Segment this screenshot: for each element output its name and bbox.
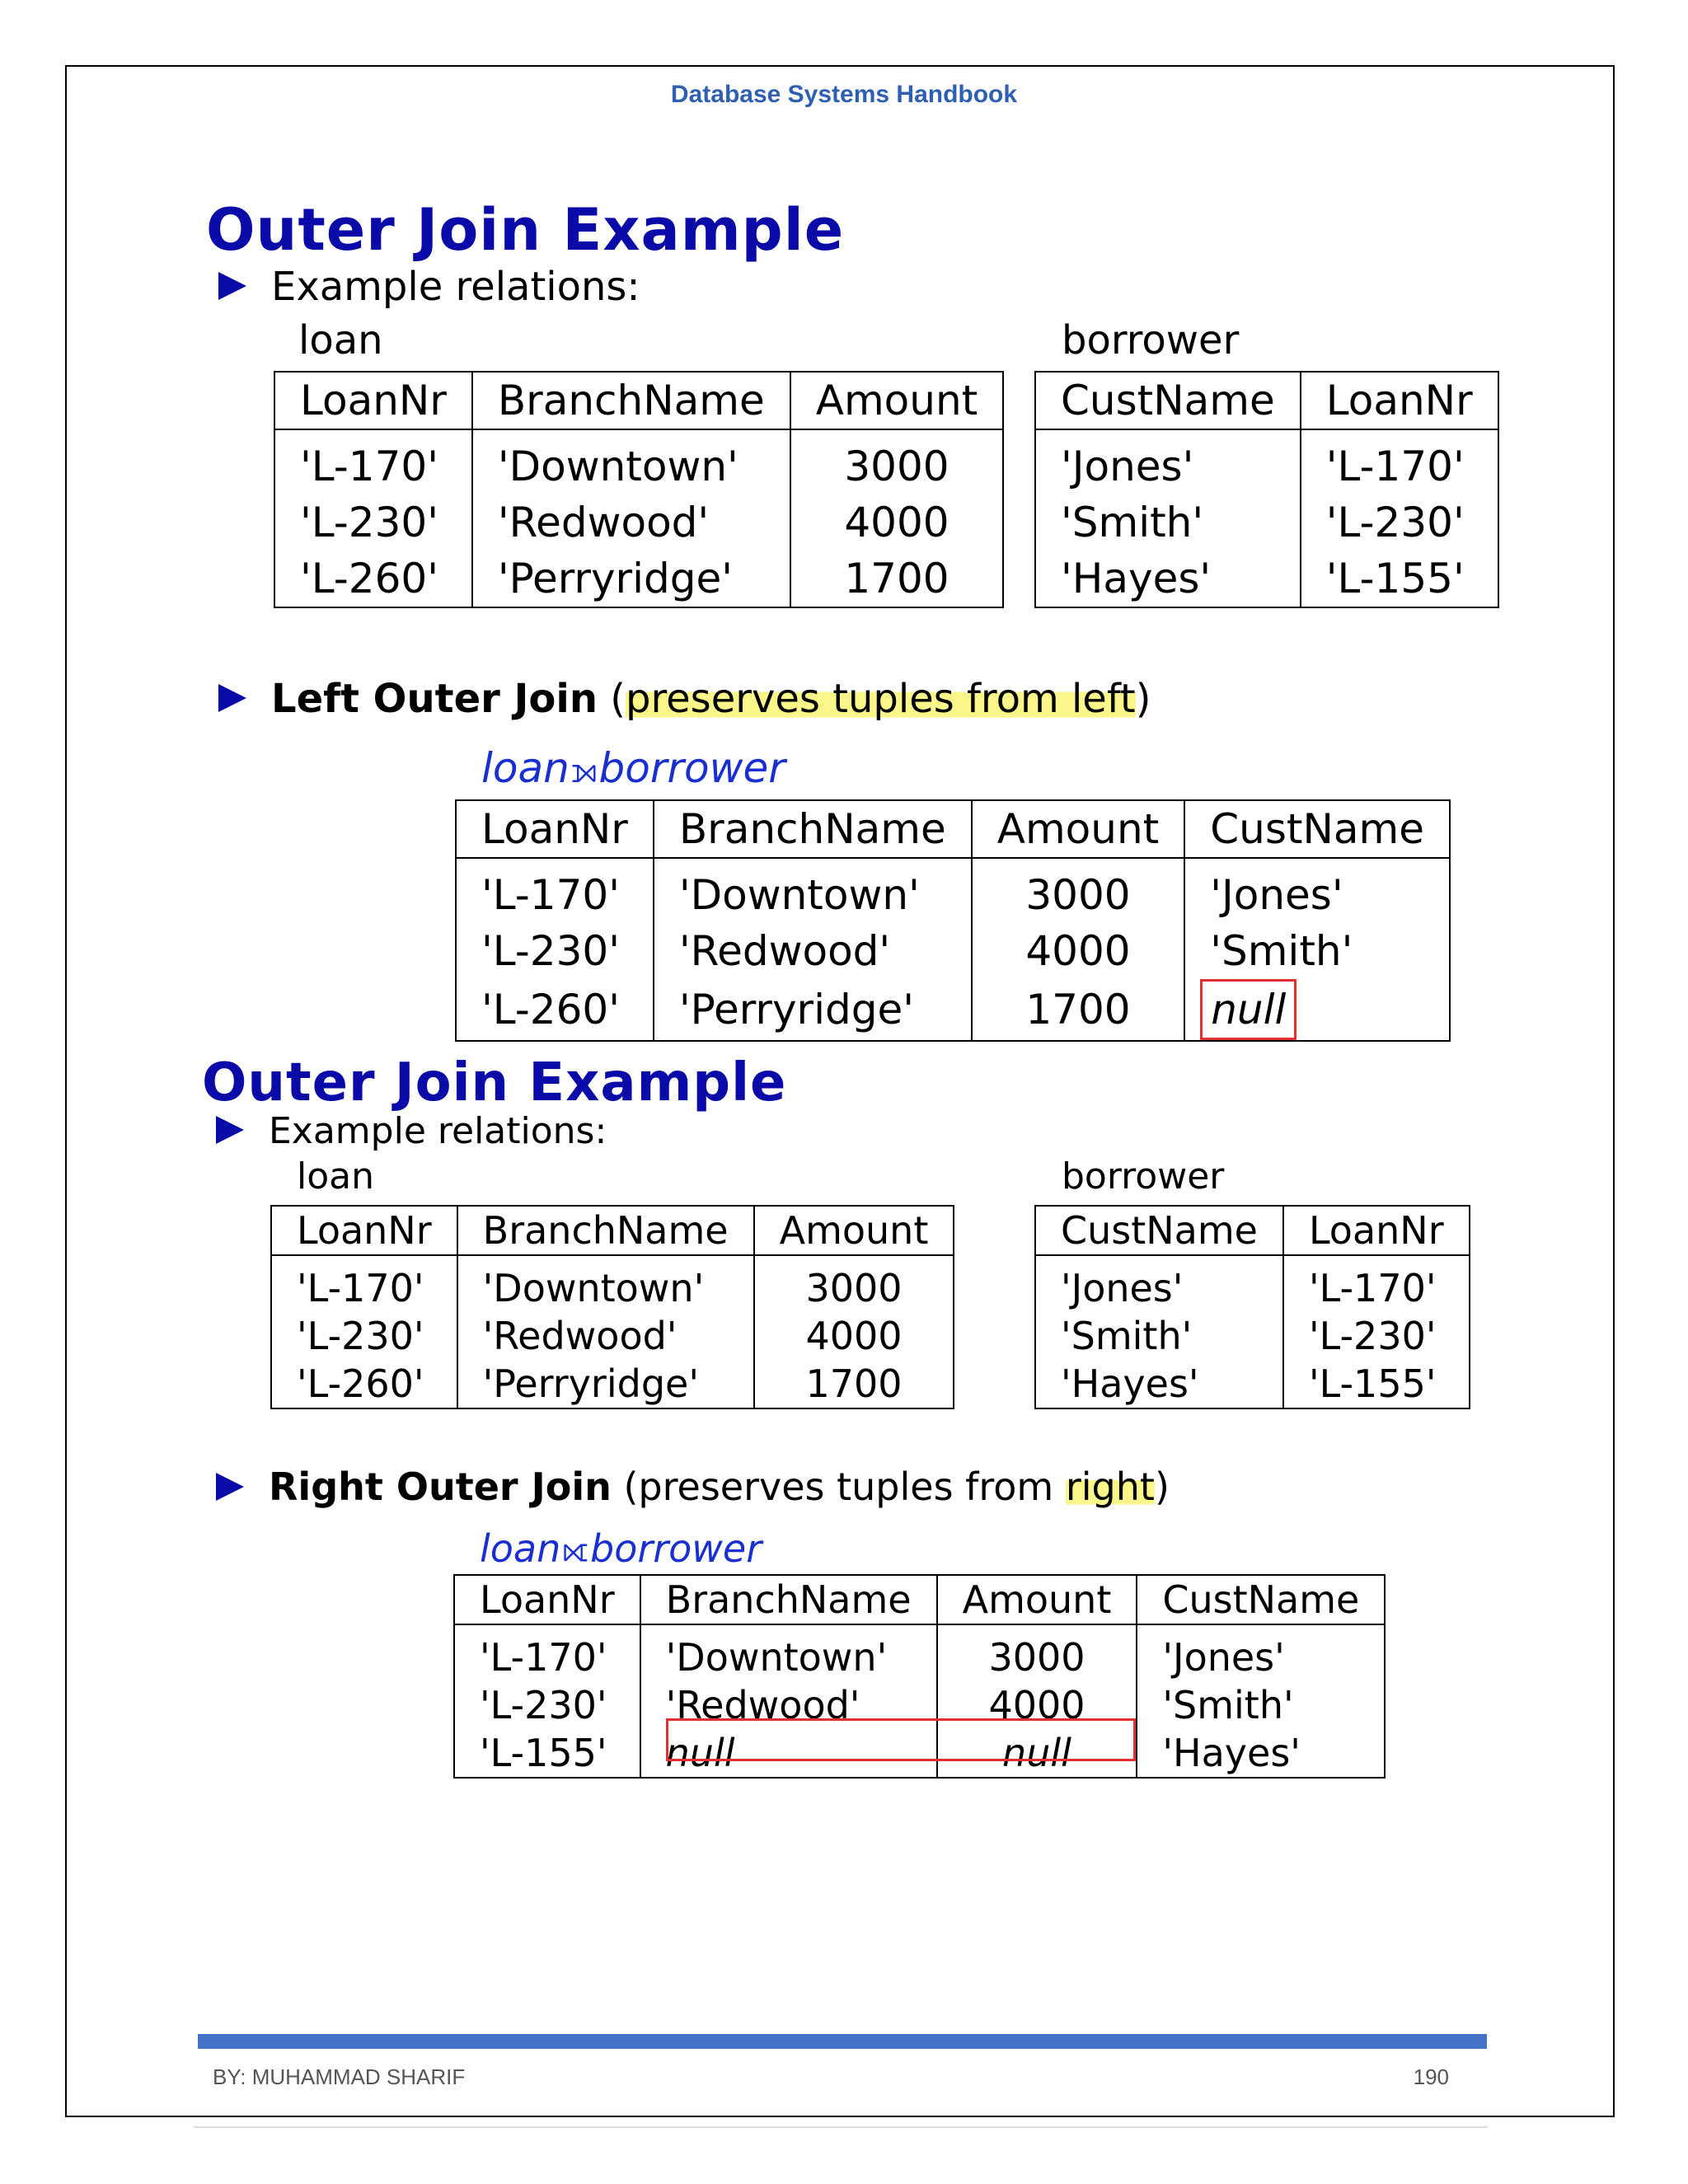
bullet-triangle-icon <box>216 1473 244 1501</box>
col-header: CustName <box>1184 800 1450 858</box>
table-row: 'L-170' 'Downtown' 3000 'Jones' <box>456 867 1450 923</box>
table-row: 'Smith' 'L-230' <box>1035 494 1498 551</box>
col-header: BranchName <box>472 372 790 429</box>
col-header: BranchName <box>654 800 972 858</box>
table-row: 'L-260' 'Perryridge' 1700 null <box>456 979 1450 1041</box>
borrower-table <box>1034 1205 1470 1409</box>
borrower-label: borrower <box>1062 1155 1225 1197</box>
table-row: 'L-260' 'Perryridge' 1700 <box>271 1360 954 1408</box>
table-row: 'L-230' 'Redwood' 4000 <box>274 494 1003 551</box>
page-number: 190 <box>1413 2064 1449 2089</box>
col-header: LoanNr <box>274 372 472 429</box>
table-row: 'Hayes' 'L-155' <box>1035 551 1498 607</box>
table-row: 'L-230' 'Redwood' 4000 'Smith' <box>456 923 1450 979</box>
footer-bar <box>198 2034 1487 2049</box>
join-expression: loan⟖borrower <box>480 1526 762 1571</box>
col-header: BranchName <box>640 1575 937 1624</box>
loan-label: loan <box>297 1155 374 1197</box>
col-header: Amount <box>790 372 1003 429</box>
slide-title: Outer Join Example <box>206 196 845 264</box>
table-row: 'Jones' 'L-170' <box>1035 438 1498 494</box>
borrower-label: borrower <box>1062 317 1240 363</box>
col-header: LoanNr <box>454 1575 640 1624</box>
footer-divider <box>194 2126 1488 2128</box>
bullet-left-outer-join: Left Outer Join (preserves tuples from left) <box>218 676 1151 722</box>
table-row: 'Hayes' 'L-155' <box>1035 1360 1470 1408</box>
loan-table <box>274 371 1004 608</box>
table-row: 'L-230' 'Redwood' 4000 'Smith' <box>454 1681 1385 1729</box>
highlighted-note: preserves tuples from left <box>626 676 1136 722</box>
table-row: 'L-170' 'Downtown' 3000 <box>271 1264 954 1312</box>
table-row: 'L-260' 'Perryridge' 1700 <box>274 551 1003 607</box>
col-header: Amount <box>972 800 1184 858</box>
null-highlight <box>666 1718 1136 1761</box>
running-header: Database Systems Handbook <box>670 81 1018 108</box>
join-expression: loan⟕borrower <box>481 744 785 792</box>
highlighted-note: right <box>1065 1465 1155 1509</box>
col-header: LoanNr <box>1301 372 1498 429</box>
loan-table <box>270 1205 954 1409</box>
bullet-right-outer-join: Right Outer Join (preserves tuples from right) <box>216 1465 1170 1509</box>
table-row: 'Smith' 'L-230' <box>1035 1312 1470 1360</box>
left-join-result-table <box>455 799 1451 1042</box>
table-row: 'L-230' 'Redwood' 4000 <box>271 1312 954 1360</box>
null-highlight: null <box>1200 979 1296 1040</box>
col-header: Amount <box>937 1575 1137 1624</box>
slide-left-outer-join <box>198 181 1500 1055</box>
table-row: 'L-170' 'Downtown' 3000 <box>274 438 1003 494</box>
bullet-triangle-icon <box>218 272 246 300</box>
slide-title: Outer Join Example <box>202 1052 787 1113</box>
col-header: LoanNr <box>1283 1206 1470 1255</box>
bullet-triangle-icon <box>218 684 246 712</box>
loan-label: loan <box>298 317 383 363</box>
col-header: Amount <box>754 1206 954 1255</box>
left-outer-join-symbol: ⟕ <box>570 750 598 790</box>
right-outer-join-symbol: ⟖ <box>562 1530 588 1570</box>
slide-right-outer-join <box>198 1052 1500 1823</box>
borrower-table <box>1034 371 1499 608</box>
bullet-triangle-icon <box>216 1116 244 1144</box>
table-row: 'L-170' 'Downtown' 3000 'Jones' <box>454 1633 1385 1681</box>
col-header: LoanNr <box>271 1206 457 1255</box>
col-header: CustName <box>1137 1575 1385 1624</box>
col-header: CustName <box>1035 1206 1283 1255</box>
footer-author: BY: MUHAMMAD SHARIF <box>213 2064 466 2089</box>
col-header: LoanNr <box>456 800 654 858</box>
bullet-example-relations: Example relations: <box>218 264 640 310</box>
bullet-example-relations: Example relations: <box>216 1110 607 1152</box>
col-header: BranchName <box>457 1206 754 1255</box>
table-row: 'L-155' null null 'Hayes' <box>454 1729 1385 1778</box>
col-header: CustName <box>1035 372 1301 429</box>
table-row: 'Jones' 'L-170' <box>1035 1264 1470 1312</box>
